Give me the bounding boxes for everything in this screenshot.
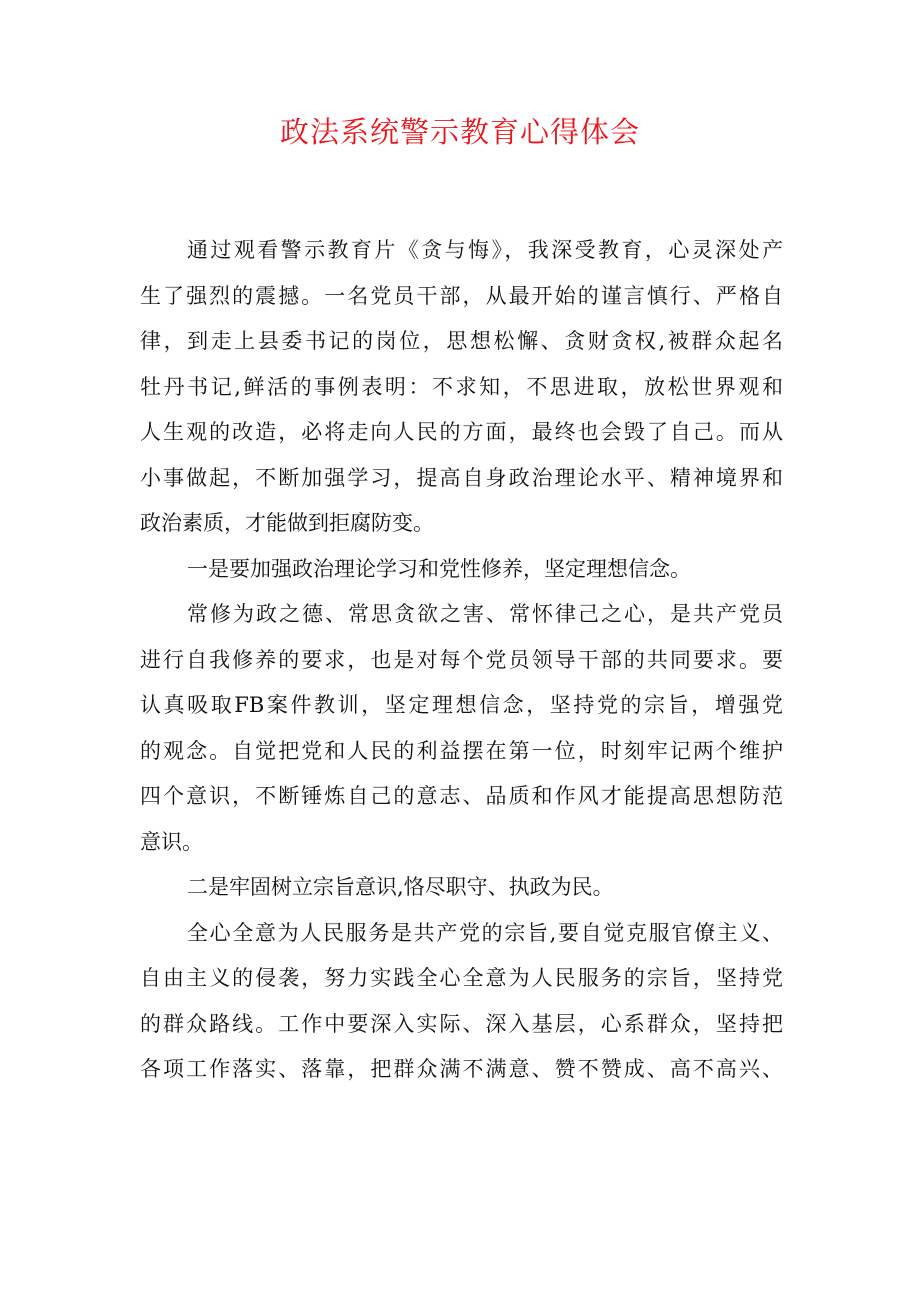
document-body bbox=[140, 228, 783, 1093]
text-line: 通过观看警示教育片《贪与悔》，我深受教育，心灵深处产 bbox=[187, 238, 783, 262]
text-line: 的群众路线。工作中要深入实际、深入基层，心系群众，坚持把 bbox=[140, 1011, 783, 1036]
text-line: 各项工作落实、落靠，把群众满不满意、赞不赞成、高不高兴、 bbox=[140, 1057, 783, 1081]
document-title: 政法系统警示教育心得体会 bbox=[279, 115, 640, 149]
text-line: 小事做起，不断加强学习，提高自身政治理论水平、精神境界和 bbox=[140, 465, 783, 490]
text-line: 二是牢固树立宗旨意识,恪尽职守、执政为民。 bbox=[187, 875, 614, 899]
text-line: 进行自我修养的要求，也是对每个党员领导干部的共同要求。要 bbox=[140, 647, 783, 672]
text-line: 意识。 bbox=[140, 829, 203, 854]
text-line: 政治素质，才能做到拒腐防变。 bbox=[140, 511, 434, 535]
text-line: 律，到走上县委书记的岗位，思想松懈、贪财贪权,被群众起名 bbox=[140, 329, 783, 353]
text-line: 四个意识，不断锤炼自己的意志、品质和作风才能提高思想防范 bbox=[140, 784, 783, 808]
text-line: 一是要加强政治理论学习和党性修养，坚定理想信念。 bbox=[187, 556, 691, 581]
text-line: 全心全意为人民服务是共产党的宗旨,要自觉克服官僚主义、 bbox=[187, 920, 783, 945]
text-line: 自由主义的侵袭，努力实践全心全意为人民服务的宗旨，坚持党 bbox=[140, 966, 783, 990]
text-line: 的观念。自觉把党和人民的利益摆在第一位，时刻牢记两个维护 bbox=[140, 738, 783, 763]
text-line: 生了强烈的震撼。一名党员干部，从最开始的谨言慎行、严格自 bbox=[140, 283, 783, 308]
text-line: 认真吸取FB案件教训，坚定理想信念，坚持党的宗旨，增强党 bbox=[140, 693, 783, 717]
text-line: 牡丹书记,鲜活的事例表明：不求知，不思进取，放松世界观和 bbox=[140, 374, 783, 399]
text-line: 人生观的改造，必将走向人民的方面，最终也会毁了自己。而从 bbox=[140, 420, 783, 444]
text-line: 常修为政之德、常思贪欲之害、常怀律己之心，是共产党员 bbox=[187, 602, 783, 626]
